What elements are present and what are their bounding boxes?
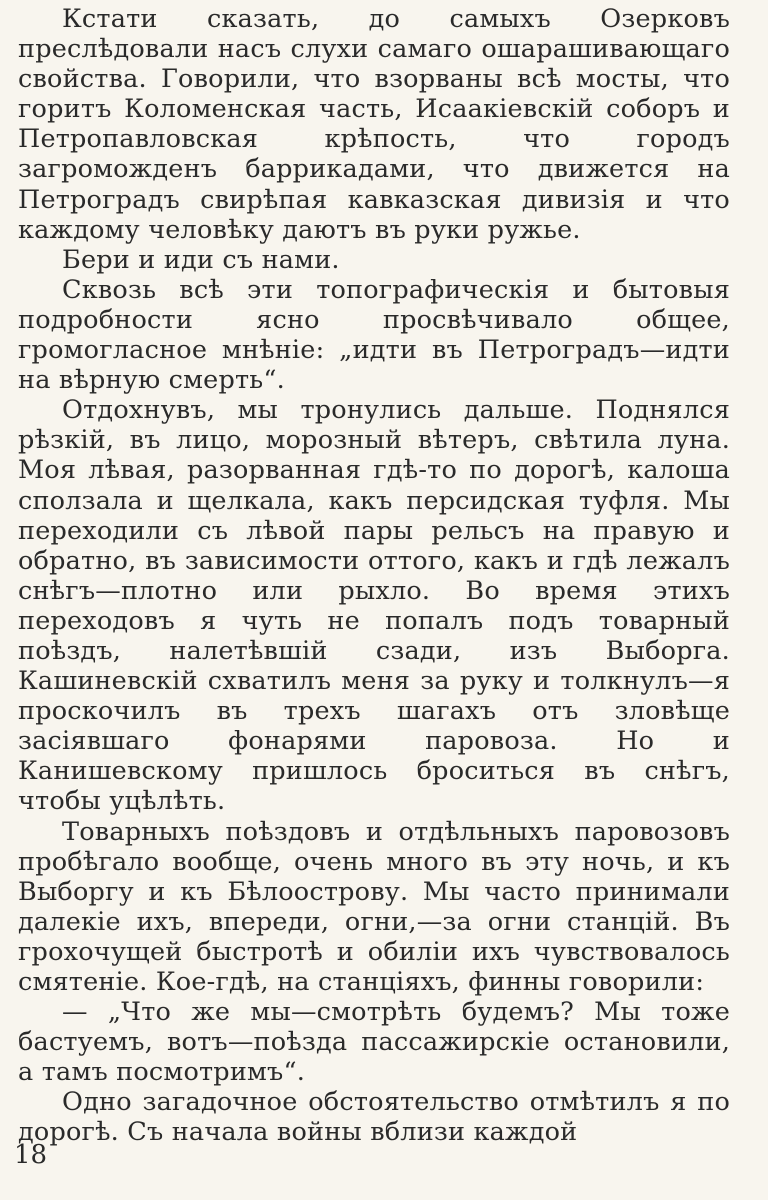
paragraph-6: — „Что же мы—смотрѣть будемъ? Мы тоже бастуемъ, вотъ—поѣзда пассажирскіе остановили, а тамъ посмотримъ“.: [18, 997, 730, 1088]
paragraph-7: Одно загадочное обстоятельство отмѣтилъ я по дорогѣ. Съ начала войны вблизи каждой: [18, 1087, 730, 1148]
body-text: [18, 4, 730, 1148]
paragraph-5: Товарныхъ поѣздовъ и отдѣльныхъ паровозовъ пробѣгало вообще, очень много въ эту ночь, и къ Выборгу и къ Бѣлоострову. Мы часто принимали далекіе ихъ, впереди, огни,—за огни станцій. Въ грохочущей быстротѣ и обиліи ихъ чувствовалось смятеніе. Кое-гдѣ, на станціяхъ, финны говорили:: [18, 816, 730, 997]
page-number: 18: [14, 1140, 48, 1170]
paragraph-3: Сквозь всѣ эти топографическія и бытовыя подробности ясно просвѣчивало общее, громогласное мнѣніе: „идти въ Петроградъ—идти на вѣрную смерть“.: [18, 274, 730, 396]
paragraph-4: Отдохнувъ, мы тронулись дальше. Поднялся рѣзкій, въ лицо, морозный вѣтеръ, свѣтила луна. Моя лѣвая, разорванная гдѣ-то по дорогѣ, калоша сползала и щелкала, какъ персидская туфля. Мы переходили съ лѣвой пары рельсъ на правую и обратно, въ зависимости оттого, какъ и гдѣ лежалъ снѣгъ—плотно или рыхло. Во время этихъ переходовъ я чуть не попалъ подъ товарный поѣздъ, налетѣвшій сзади, изъ Выборга. Кашиневскій схватилъ меня за руку и толкнулъ—я проскочилъ въ трехъ шагахъ отъ зловѣще засіявшаго фонарями паровоза. Но и Канишевскому пришлось броситься въ снѣгъ, чтобы уцѣлѣть.: [18, 395, 730, 817]
paragraph-1: Кстати сказать, до самыхъ Озерковъ преслѣдовали насъ слухи самаго ошарашивающаго свойства. Говорили, что взорваны всѣ мосты, что горитъ Коломенская часть, Исаакіевскій соборъ и Петропавловская крѣпость, что городъ загроможденъ баррикадами, что движется на Петроградъ свирѣпая кавказская дивизія и что каждому человѣку даютъ въ руки ружье.: [18, 4, 730, 245]
paragraph-2: Бери и иди съ нами.: [62, 244, 340, 275]
